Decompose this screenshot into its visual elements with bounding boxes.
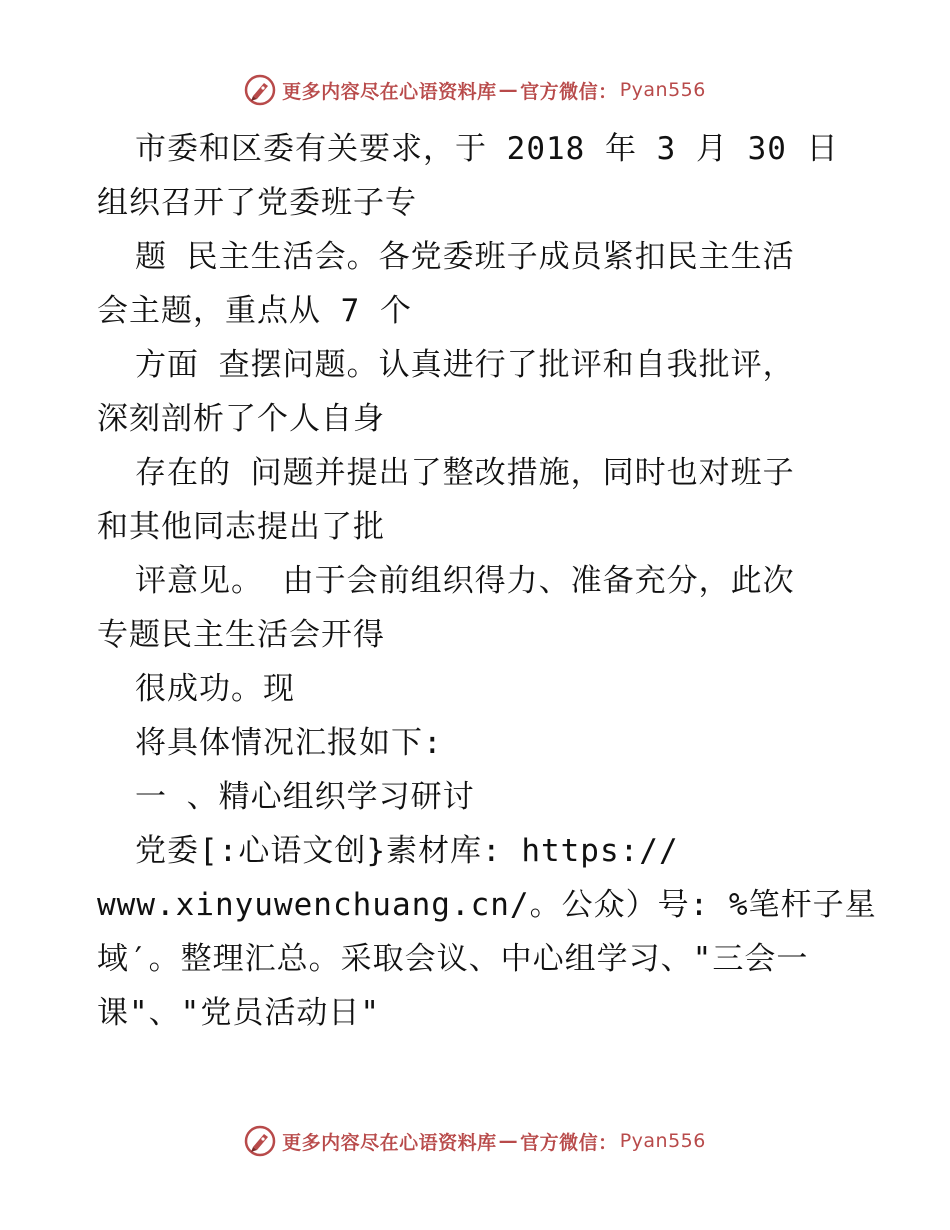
text-line: 会主题，重点从 7 个 <box>97 293 412 329</box>
watermark-dash: — <box>498 79 519 101</box>
text-line: 市委和区委有关要求，于 2018 年 3 月 30 日 <box>135 131 839 167</box>
section-heading: 一 、精心组织学习研讨 <box>135 779 475 815</box>
watermark-footer <box>0 1121 950 1161</box>
text-line: 课"、"党员活动日" <box>97 995 380 1031</box>
pen-nib-logo-icon <box>244 74 276 106</box>
watermark-text: 更多内容尽在心语资料库 <box>282 1131 497 1154</box>
text-line: 专题民主生活会开得 <box>97 617 385 653</box>
text-line: 题 民主生活会。各党委班子成员紧扣民主生活 <box>135 239 795 275</box>
watermark-header <box>0 70 950 110</box>
text-line: 存在的 问题并提出了整改措施，同时也对班子 <box>135 455 795 491</box>
text-line: 党委[:心语文创}素材库: https:// <box>135 833 679 869</box>
text-line: www.xinyuwenchuang.cn/。公众）号: %笔杆子星 <box>97 887 877 923</box>
text-line: 组织召开了党委班子专 <box>97 185 417 221</box>
watermark-dash: — <box>498 1130 519 1152</box>
watermark-text: 更多内容尽在心语资料库 <box>282 80 497 103</box>
text-line: 深刻剖析了个人自身 <box>97 401 385 437</box>
text-line: 评意见。 由于会前组织得力、准备充分，此次 <box>135 563 795 599</box>
text-line: 域′。整理汇总。采取会议、中心组学习、"三会一 <box>97 941 809 977</box>
watermark-contact-id: Pyan556 <box>619 79 706 101</box>
text-line: 和其他同志提出了批 <box>97 509 385 545</box>
watermark-contact-label: 官方微信： <box>520 80 618 103</box>
document-body <box>97 122 877 1040</box>
text-line: 方面 查摆问题。认真进行了批评和自我批评， <box>135 347 795 383</box>
pen-nib-logo-icon <box>244 1125 276 1157</box>
text-line: 将具体情况汇报如下: <box>135 725 443 761</box>
watermark-contact-id: Pyan556 <box>619 1130 706 1152</box>
watermark-contact-label: 官方微信： <box>520 1131 618 1154</box>
text-line: 很成功。现 <box>135 671 295 707</box>
